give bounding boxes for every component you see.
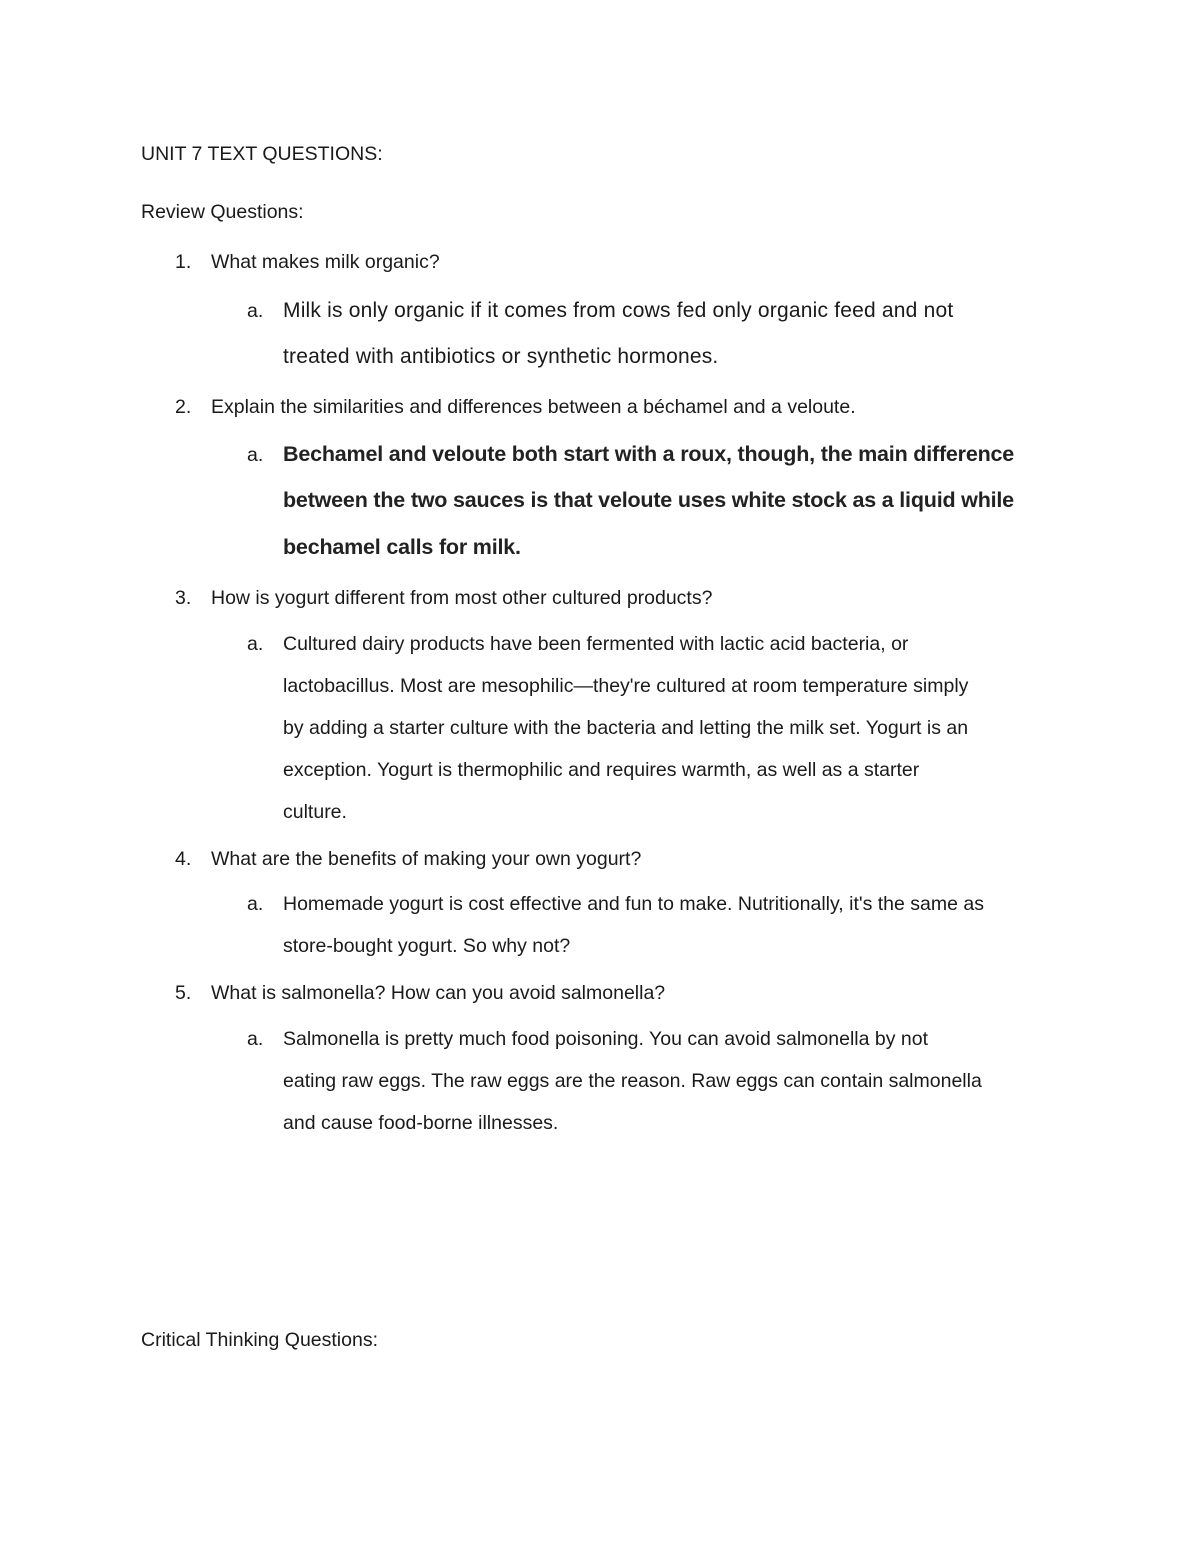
answer-1-line-1: Milk is only organic if it comes from cows fed only organic feed and not xyxy=(283,299,954,322)
question-3-text: How is yogurt different from most other cultured products? xyxy=(211,587,713,609)
question-3-number: 3. xyxy=(175,587,192,609)
question-4-text: What are the benefits of making your own yogurt? xyxy=(211,848,642,870)
answer-1-line-2: treated with antibiotics or synthetic hormones. xyxy=(283,345,719,368)
answer-2-marker: a. xyxy=(247,444,264,466)
answer-1-marker: a. xyxy=(247,300,264,322)
answer-5-line-1: Salmonella is pretty much food poisoning. You can avoid salmonella by not xyxy=(283,1028,928,1050)
answer-3-line-3: by adding a starter culture with the bacteria and letting the milk set. Yogurt is an xyxy=(283,717,969,739)
question-1-number: 1. xyxy=(175,251,192,273)
answer-5-line-2: eating raw eggs. The raw eggs are the reason. Raw eggs can contain salmonella xyxy=(283,1070,982,1092)
question-5-text: What is salmonella? How can you avoid salmonella? xyxy=(211,982,666,1004)
answer-2-line-1: Bechamel and veloute both start with a roux, though, the main difference xyxy=(283,442,1015,466)
question-2-text: Explain the similarities and differences between a béchamel and a veloute. xyxy=(211,396,856,418)
answer-5-line-3: and cause food-borne illnesses. xyxy=(283,1112,559,1134)
question-4-number: 4. xyxy=(175,848,192,870)
answer-4-marker: a. xyxy=(247,893,264,915)
answer-4-line-2: store-bought yogurt. So why not? xyxy=(283,935,571,957)
answer-5-marker: a. xyxy=(247,1028,264,1050)
question-5-number: 5. xyxy=(175,982,192,1004)
answer-2-line-2: between the two sauces is that veloute uses white stock as a liquid while xyxy=(283,488,1014,512)
answer-2-line-3: bechamel calls for milk. xyxy=(283,535,521,559)
answer-4-line-1: Homemade yogurt is cost effective and fun to make. Nutritionally, it's the same as xyxy=(283,893,984,915)
critical-thinking-heading: Critical Thinking Questions: xyxy=(141,1329,378,1351)
question-1-text: What makes milk organic? xyxy=(211,251,440,273)
answer-3-line-1: Cultured dairy products have been fermented with lactic acid bacteria, or xyxy=(283,633,909,655)
question-2-number: 2. xyxy=(175,396,192,418)
answer-3-line-2: lactobacillus. Most are mesophilic—they're cultured at room temperature simply xyxy=(283,675,969,697)
answer-3-line-5: culture. xyxy=(283,801,347,823)
answer-3-marker: a. xyxy=(247,633,264,655)
review-questions-heading: Review Questions: xyxy=(141,201,304,223)
answer-3-line-4: exception. Yogurt is thermophilic and requires warmth, as well as a starter xyxy=(283,759,920,781)
document-title: UNIT 7 TEXT QUESTIONS: xyxy=(141,143,383,165)
